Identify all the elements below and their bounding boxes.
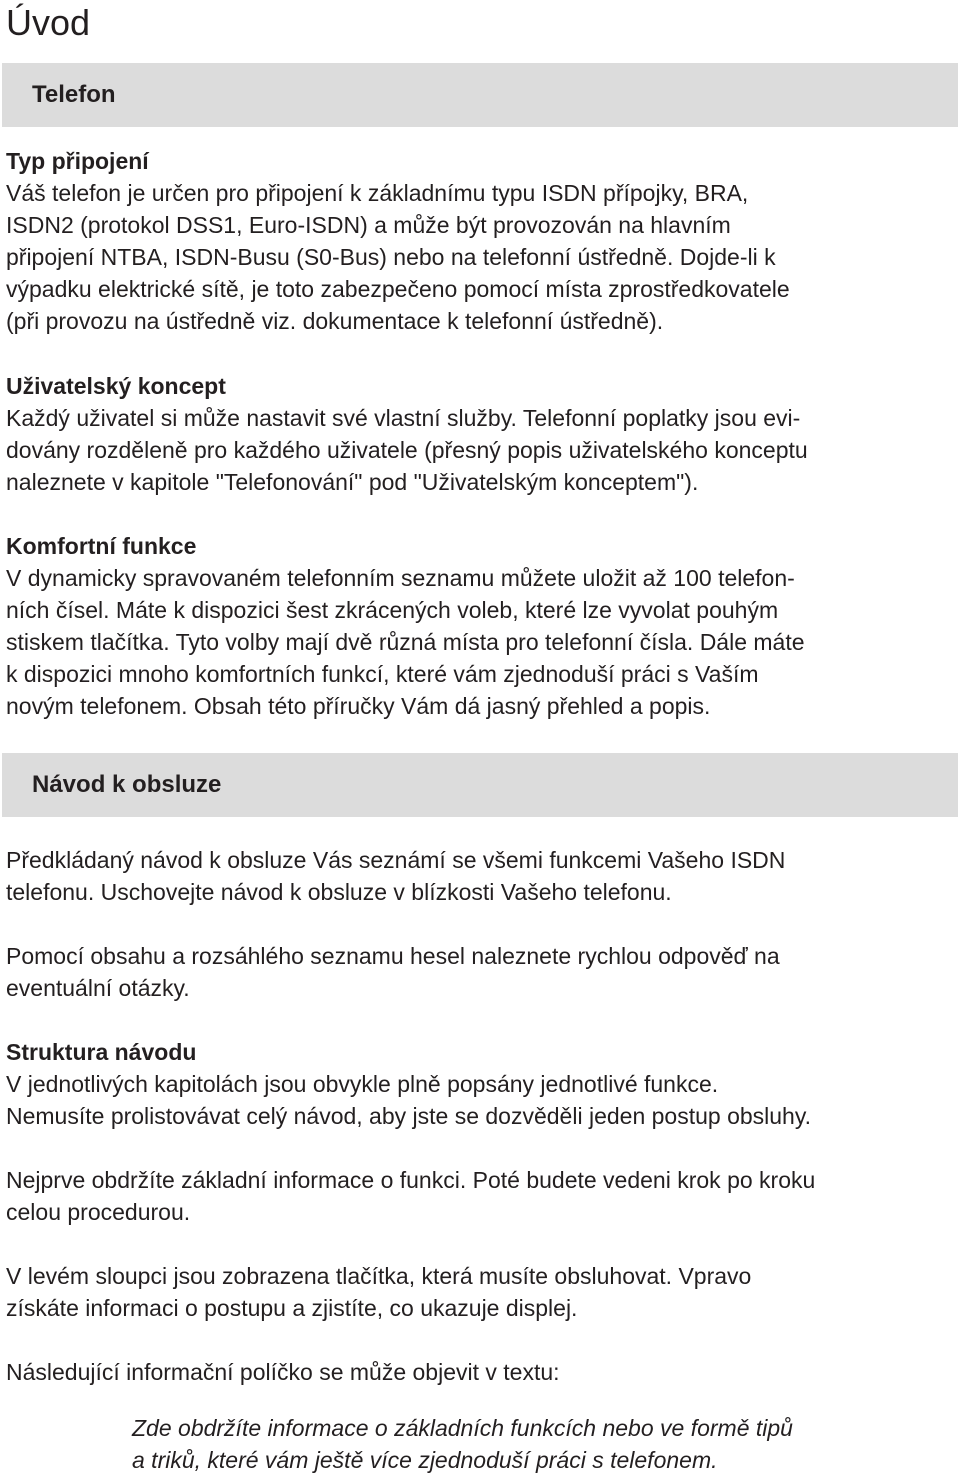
text-line: V dynamicky spravovaném telefonním seznamu můžete uložit až 100 telefon- (6, 565, 795, 591)
section-header-telefon (2, 63, 958, 127)
text-line: V jednotlivých kapitolách jsou obvykle plně popsány jednotlivé funkce. (6, 1071, 719, 1097)
text-line: získáte informaci o postupu a zjistíte, co ukazuje displej. (6, 1295, 578, 1321)
text-line: Váš telefon je určen pro připojení k základnímu typu ISDN přípojky, BRA, (6, 180, 749, 206)
text-line: Předkládaný návod k obsluze Vás seznámí se všemi funkcemi Vašeho ISDN (6, 847, 786, 873)
subheading: Struktura návodu (6, 1039, 197, 1065)
text-line: V levém sloupci jsou zobrazena tlačítka, která musíte obsluhovat. Vpravo (6, 1263, 752, 1289)
info-box (132, 1412, 932, 1476)
text-line: ních čísel. Máte k dispozici šest zkrácených voleb, které lze vyvolat pouhým (6, 597, 779, 623)
paragraph-levy-sloupec (6, 1260, 952, 1324)
text-line: Pomocí obsahu a rozsáhlého seznamu hesel naleznete rychlou odpověď na (6, 943, 780, 969)
text-line: eventuální otázky. (6, 975, 190, 1001)
paragraph-komfortni-funkce (6, 530, 952, 722)
text-line: dovány rozděleně pro každého uživatele (přesný popis uživatelského konceptu (6, 437, 808, 463)
text-line: novým telefonem. Obsah této příručky Vám dá jasný přehled a popis. (6, 693, 711, 719)
text-line: a triků, které vám ještě více zjednoduší práci s telefonem. (132, 1447, 718, 1473)
subheading: Typ připojení (6, 148, 149, 174)
text-line: stiskem tlačítka. Tyto volby mají dvě různá místa pro telefonní čísla. Dále máte (6, 629, 805, 655)
section-heading: Návod k obsluze (32, 771, 222, 798)
text-line: Každý uživatel si může nastavit své vlastní služby. Telefonní poplatky jsou evi- (6, 405, 801, 431)
text-line: připojení NTBA, ISDN-Busu (S0-Bus) nebo na telefonní ústředně. Dojde-li k (6, 244, 776, 270)
section-heading: Telefon (32, 81, 116, 108)
paragraph-obsah (6, 940, 952, 1004)
text-line: celou procedurou. (6, 1199, 191, 1225)
text-line: ISDN2 (protokol DSS1, Euro-ISDN) a může být provozován na hlavním (6, 212, 731, 238)
text-line: Následující informační políčko se může objevit v textu: (6, 1359, 560, 1385)
paragraph-navod-intro (6, 844, 952, 908)
text-line: naleznete v kapitole "Telefonování" pod "Uživatelským konceptem"). (6, 469, 699, 495)
text-line: Nemusíte prolistovávat celý návod, aby jste se dozvěděli jeden postup obsluhy. (6, 1103, 812, 1129)
paragraph-nejprve (6, 1164, 952, 1228)
paragraph-typ-pripojeni (6, 145, 952, 337)
paragraph-uzivatelsky-koncept (6, 370, 952, 498)
text-line: Nejprve obdržíte základní informace o funkci. Poté budete vedeni krok po kroku (6, 1167, 816, 1193)
text-line: Zde obdržíte informace o základních funkcích nebo ve formě tipů (132, 1415, 793, 1441)
paragraph-nasledujici (6, 1356, 952, 1388)
text-line: (při provozu na ústředně viz. dokumentace k telefonní ústředně). (6, 308, 664, 334)
text-line: telefonu. Uschovejte návod k obsluze v blízkosti Vašeho telefonu. (6, 879, 672, 905)
text-line: k dispozici mnoho komfortních funkcí, které vám zjednoduší práci s Vaším (6, 661, 759, 687)
section-header-navod (2, 753, 958, 817)
subheading: Uživatelský koncept (6, 373, 226, 399)
paragraph-struktura (6, 1036, 952, 1132)
subheading: Komfortní funkce (6, 533, 197, 559)
text-line: výpadku elektrické sítě, je toto zabezpečeno pomocí místa zprostředkovatele (6, 276, 790, 302)
page-title: Úvod (6, 2, 91, 43)
